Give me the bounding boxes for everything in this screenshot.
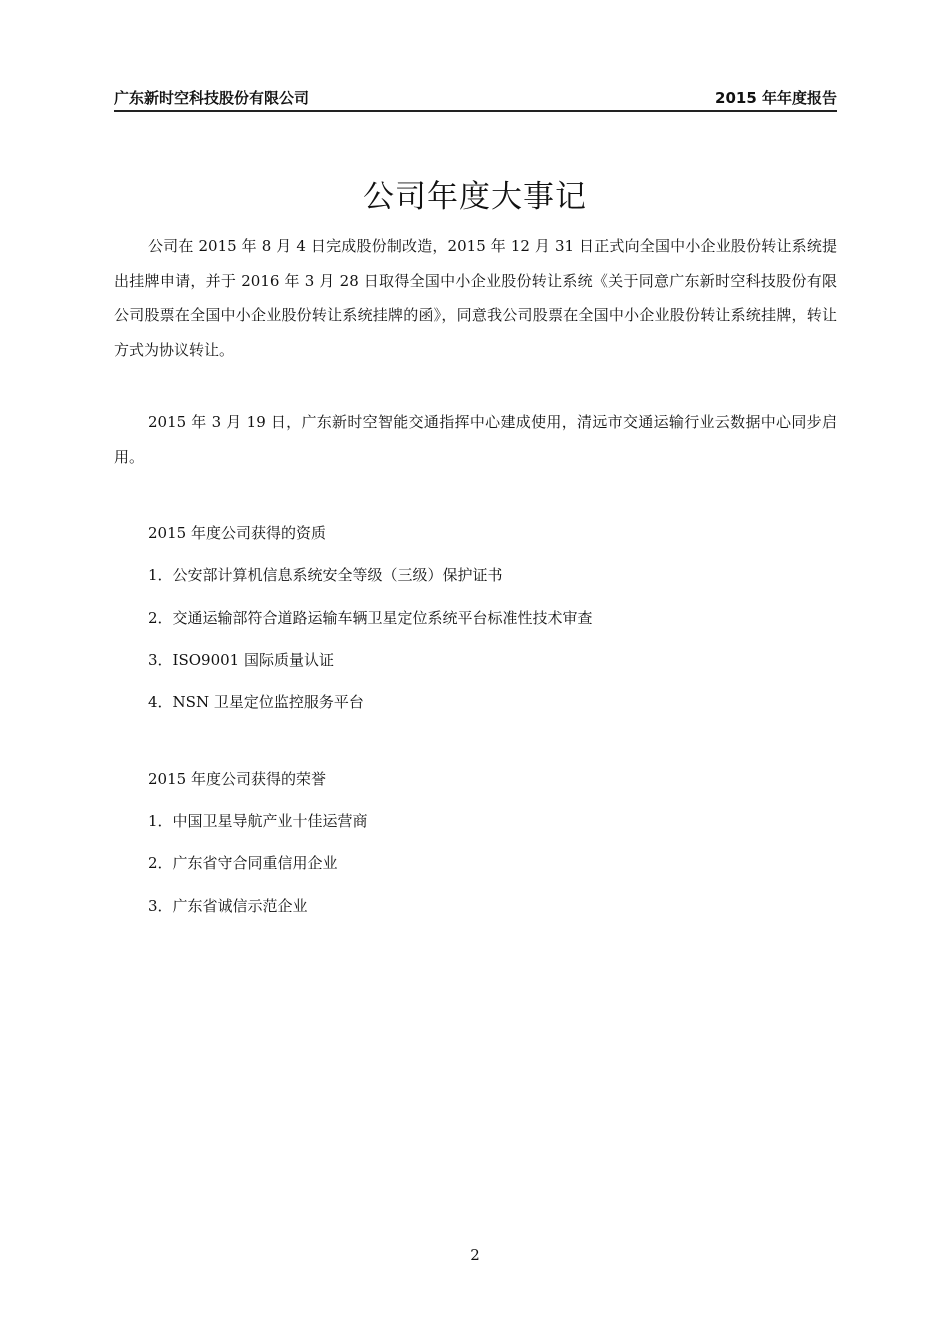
honor-item: 3．广东省诚信示范企业 — [148, 897, 308, 915]
header-company-name: 广东新时空科技股份有限公司 — [114, 89, 310, 107]
page-title: 公司年度大事记 — [363, 178, 587, 215]
qualifications-heading: 2015 年度公司获得的资质 — [148, 524, 326, 542]
header-report-title: 2015 年年度报告 — [715, 89, 837, 107]
paragraph-listing: 公司在 2015 年 8 月 4 日完成股份制改造，2015 年 12 月 31 日正式向全国中小企业股份转让系统提出挂牌申请，并于 2016 年 3 月 28 日取得全国中小企业股份转让系统《关于同意广东新时空科技股份有限公司股票在全国中小企业股份转让系统挂牌的函》，同意我公司股票在全国中小企业股份转让系统挂牌，转让方式为协议转让。 — [114, 237, 837, 359]
honor-item: 2．广东省守合同重信用企业 — [148, 854, 338, 872]
qualification-item: 3．ISO9001 国际质量认证 — [148, 651, 334, 669]
page-number: 2 — [470, 1246, 480, 1264]
qualification-item: 2．交通运输部符合道路运输车辆卫星定位系统平台标准性技术审查 — [148, 609, 593, 627]
honors-heading: 2015 年度公司获得的荣誉 — [148, 770, 326, 788]
paragraph-command-center: 2015 年 3 月 19 日，广东新时空智能交通指挥中心建成使用，清远市交通运输行业云数据中心同步启用。 — [114, 413, 837, 466]
qualification-item: 4．NSN 卫星定位监控服务平台 — [148, 693, 364, 711]
qualification-item: 1．公安部计算机信息系统安全等级（三级）保护证书 — [148, 566, 503, 584]
honor-item: 1．中国卫星导航产业十佳运营商 — [148, 812, 368, 830]
page-header — [114, 88, 837, 112]
